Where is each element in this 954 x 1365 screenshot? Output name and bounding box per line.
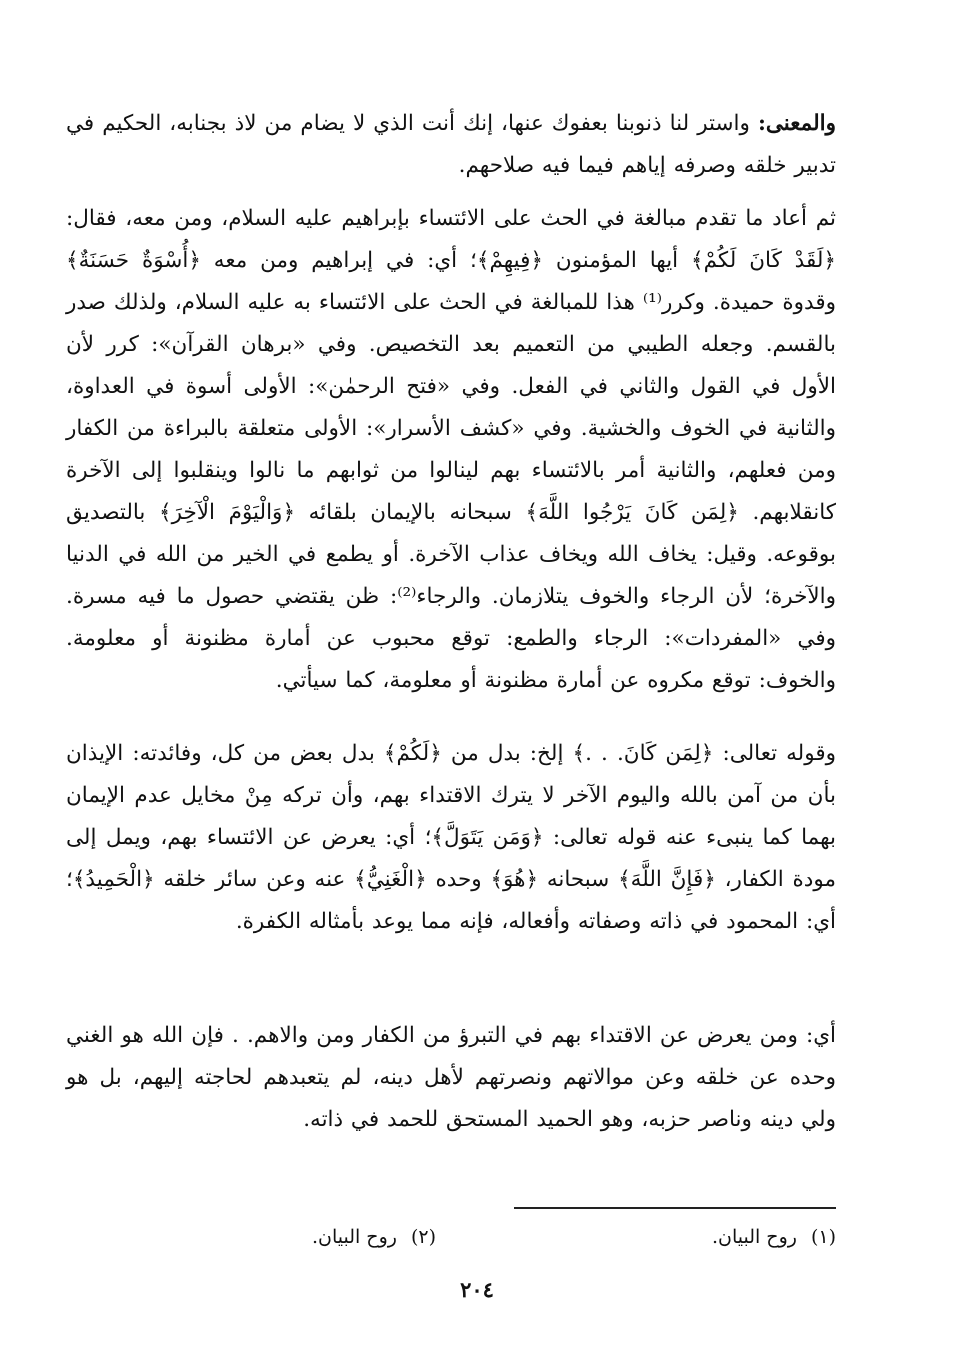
paragraph-meaning — [66, 103, 836, 187]
paragraph-text — [66, 103, 836, 187]
paragraph-text — [66, 733, 836, 943]
footnote-text: روح البيان. — [711, 1226, 797, 1248]
paragraph-body: وقوله تعالى: ﴿لِمَن كَانَ. . .﴾ إلخ: بدل من ﴿لَكُمْ﴾ بدل بعض من كل، وفائدته: الإيذان بأن من آمن بالله واليوم الآخر لا يترك الاقتداء بهم، وأن تركه مِنْ مخايل عدم الإيمان بهما كما ينبىء عنه قوله تعالى: ﴿وَمَن يَتَوَلَّ﴾؛ أي: يعرض عن الائتساء بهم، ويمل إلى مودة الكفار، ﴿فَإِنَّ اللَّهَ﴾ سبحانه ﴿هُوَ﴾ وحده ﴿الْغَنِيُّ﴾ عنه وعن سائر خلقه ﴿الْحَمِيدُ﴾؛ أي: المحمود في ذاته وصفاته وأفعاله، فإنه مما يوعد بأمثاله الكفرة. — [66, 741, 836, 934]
footnote-divider — [514, 1207, 836, 1209]
paragraph-body: أي: ومن يعرض عن الاقتداء بهم في التبرؤ من الكفار ومن والاهم. . فإن الله هو الغني وحده عن خلقه وعن موالاتهم ونصرتهم لأهل دينه، لم يتعبدهم لحاجته إليهم، بل هو ولي دينه وناصر حزبه، وهو الحميد المستحق للحمد في ذاته. — [66, 1023, 836, 1132]
footnote-number: (٢) — [410, 1226, 436, 1248]
footnote-text: روح البيان. — [311, 1226, 397, 1248]
paragraph-text — [66, 198, 836, 702]
page-number: ٢٠٤ — [460, 1277, 494, 1302]
footnote-2 — [312, 1222, 436, 1252]
footnote-1 — [712, 1222, 836, 1252]
paragraph-badal — [66, 733, 836, 943]
paragraph-body: واستر لنا ذنوبنا بعفوك عنها، إنك أنت الذي لا يضام من لاذ بجنابه، الحكيم في تدبير خلقه وصرفه إياهم فيما فيه صلاحهم. — [66, 111, 836, 178]
paragraph-lead: والمعنى: — [757, 111, 836, 136]
paragraph-repetition — [66, 198, 836, 702]
footnote-number: (١) — [810, 1226, 836, 1248]
paragraph-summary — [66, 1015, 836, 1141]
paragraph-text — [66, 1015, 836, 1141]
paragraph-body: ثم أعاد ما تقدم مبالغة في الحث على الائتساء بإبراهيم عليه السلام، ومن معه، فقال: ﴿لَقَدْ كَانَ لَكُمْ﴾ أيها المؤمنون ﴿فِيهِمْ﴾؛ أي: في إبراهيم ومن معه ﴿أُسْوَةٌ حَسَنَةٌ﴾ وقدوة حميدة. وكرر⁽¹⁾ هذا للمبالغة في الحث على الائتساء به عليه السلام، ولذلك صدر بالقسم. وجعله الطيبي من التعميم بعد التخصيص. وفي «برهان القرآن»: كرر لأن الأول في القول والثاني في الفعل. وفي «فتح الرحمٰن»: الأولى أسوة في العداوة، والثانية في الخوف والخشية. وفي «كشف الأسرار»: الأولى متعلقة بالبراءة من الكفار ومن فعلهم، والثانية أمر بالائتساء بهم لينالوا من ثوابهم ما نالوا وينقلبوا إلى الآخرة كانقلابهم. ﴿لِمَن كَانَ يَرْجُوا اللَّهَ﴾ سبحانه بالإيمان بلقائه ﴿وَالْيَوْمَ الْآخِرَ﴾ بالتصديق بوقوعه. وقيل: يخاف الله ويخاف عذاب الآخرة. أو يطمع في الخير من الله في الدنيا والآخرة؛ لأن الرجاء والخوف يتلازمان. والرجاء⁽²⁾: ظن يقتضي حصول ما فيه مسرة. وفي «المفردات»: الرجاء والطمع: توقع محبوب عن أمارة مظنونة أو معلومة. والخوف: توقع مكروه عن أمارة مظنونة أو معلومة، كما سيأتي. — [66, 206, 836, 693]
